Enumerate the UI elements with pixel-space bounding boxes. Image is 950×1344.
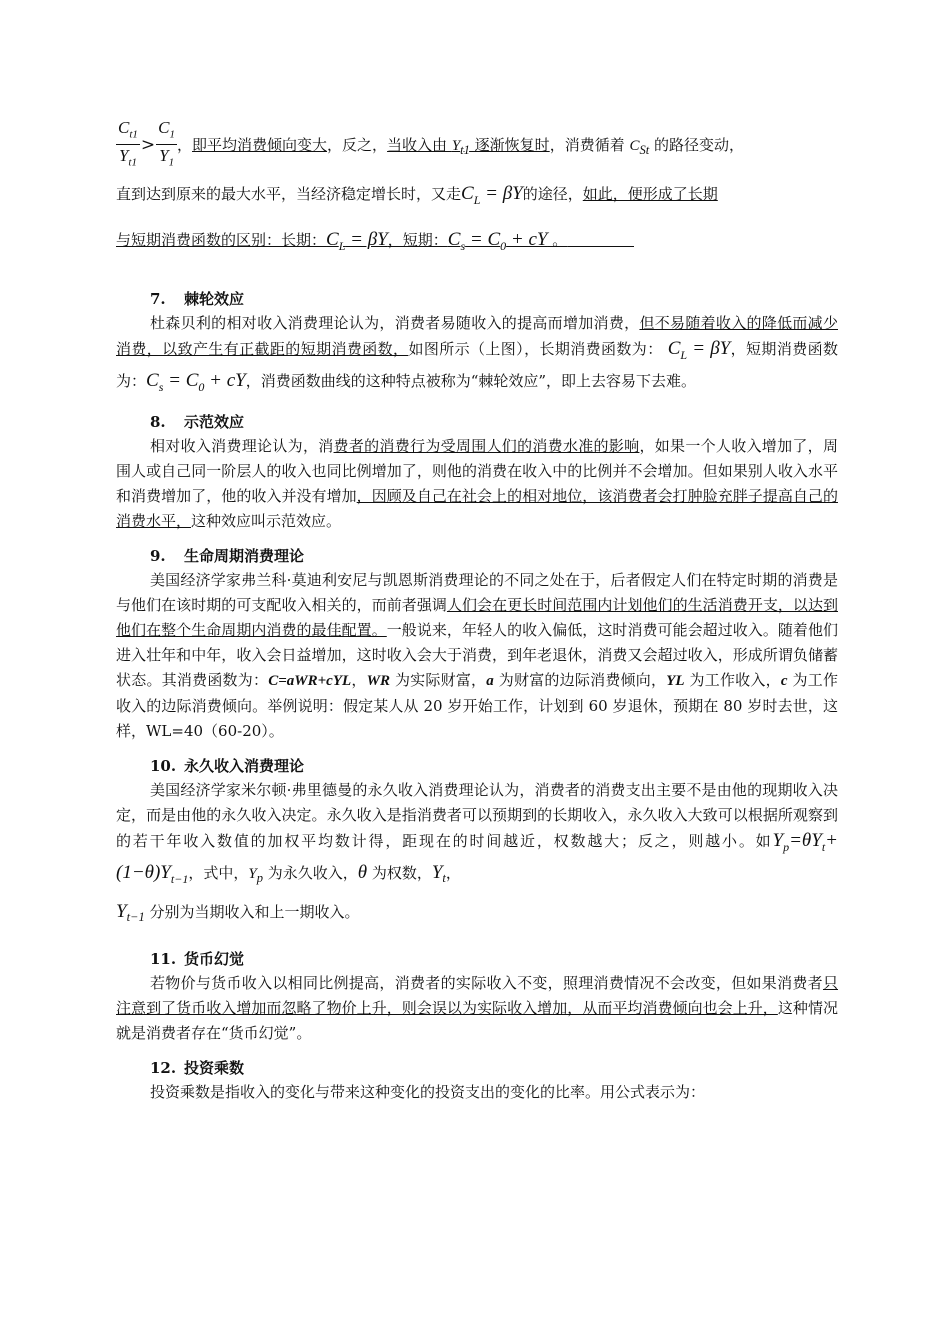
heading-life-cycle-theory: 9. 生命周期消费理论: [150, 546, 305, 565]
fraction-c1-y1: $\frac{C_1}{Y_1}$: [158, 118, 175, 169]
sec10-paragraph-end: $Y_{t-1}$ 分别为当期收入和上一期收入。: [116, 900, 360, 924]
sec6-line3: [116, 220, 838, 266]
sec12-paragraph: 投资乘数是指收入的变化与带来这种变化的投资支出的变化的比率。用公式表示为：: [150, 1082, 706, 1101]
equation-long-run: $C_L = \beta Y$: [326, 228, 388, 253]
heading-permanent-income-theory: 10. 永久收入消费理论: [150, 756, 305, 775]
sec10-paragraph: 美国经济学家米尔顿·弗里德曼的永久收入消费理论认为，消费者的消费支出主要不是由他的现期收入决定，而是由他的永久收入决定。永久收入是指消费者可以预期到的长期收入，永久收入大致可以根据所观察到的若干年收入数值的加权平均数计得，距现在的时间越近，权数越大；反之，则越小。如$Y_p=\theta Y_t+(1-\theta)Y_{t-1}$，式中，$Y_p$ 为永久收入，θ 为权数，$Y_t$，: [116, 780, 838, 886]
sec8-paragraph: 相对收入消费理论认为，消费者的消费行为受周围人们的消费水准的影响，如果一个人收入增加了，周围人或自己同一阶层人的收入也同比例增加了，则他的消费在收入中的比例并不会增加。但如果别人收入水平和消费增加了，他的收入并没有增加，因顾及自己在社会上的相对地位，该消费者会打肿脸充胖子提高自己的消费水平，这种效应叫示范效应。: [116, 436, 838, 530]
heading-ratchet-effect: 7. 棘轮效应: [150, 290, 245, 309]
fraction-ct1-yt1: $\frac{C_{t1}}{Y_{t1}}$: [118, 118, 138, 169]
heading-demonstration-effect: 8. 示范效应: [150, 412, 245, 431]
sec6-line2: 直到达到原来的最大水平，当经济稳定增长时，又走$C_L = \beta Y$的途径，如此，便形成了长期: [116, 182, 718, 207]
sec7-paragraph: 杜森贝利的相对收入消费理论认为，消费者易随收入的提高而增加消费，但不易随着收入的降低而减少消费，以致产生有正截距的短期消费函数，如图所示（上图），长期消费函数为： $C_L = \beta Y$，短期消费函数为：$C_s = C_0$ + cY，消费函数曲线的这种特点被称为“棘轮效应”，即上去容易下去难。: [116, 314, 838, 394]
underlined-text: ，因顾及自己在社会上的相对地位，该消费者会打肿脸充胖子提高自己的消费水平，: [116, 486, 838, 530]
underlined-text: 与短期消费函数的区别：长期：$C_L = \beta Y$，短期：$C_s = C_0$ + cY 。: [116, 228, 568, 253]
equation-long-run: $C_L = \beta Y$: [662, 338, 731, 363]
underlined-text: 只注意到了货币收入增加而忽略了物价上升，则会误以为实际收入增加，从而平均消费倾向也会上升，: [116, 973, 838, 1017]
underlined-text: 如此，便形成了长期: [582, 184, 718, 203]
equation-permanent-income: $Y_p=\theta Y_t+(1-\theta)Y_{t-1}$: [116, 829, 838, 886]
underlined-text: 当收入由 $Y_{t1}$ 逐渐恢复时: [387, 135, 550, 157]
heading-investment-multiplier: 12. 投资乘数: [150, 1058, 245, 1077]
document-content: [116, 118, 838, 1105]
equation-short-run: $C_s = C_0$ + cY: [146, 370, 246, 394]
sec11-paragraph: 若物价与货币收入以相同比例提高，消费者的实际收入不变，照理消费情况不会改变，但如果消费者只注意到了货币收入增加而忽略了物价上升，则会误以为实际收入增加，从而平均消费倾向也会上升，这种情况就是消费者存在“货币幻觉”。: [116, 973, 838, 1042]
underlined-text: 费者的消费行为受周围人们的消费水准的影响: [333, 436, 640, 455]
heading-money-illusion: 11. 货币幻觉: [150, 949, 245, 968]
underlined-text: 即平均消费倾向变大: [192, 135, 328, 154]
equation-long-run: $C_L = \beta Y$: [461, 182, 523, 207]
greater-than-sign: >: [140, 134, 156, 155]
equation-short-run: $C_s = C_0$ + cY: [447, 228, 548, 253]
sec9-paragraph: 美国经济学家弗兰科·莫迪利安尼与凯恩斯消费理论的不同之处在于，后者假定人们在特定时期的消费是与他们在该时期的可支配收入相关的，而前者强调人们会在更长时间范围内计划他们的生活消费开支，以达到他们在整个生命周期内消费的最佳配置。一般说来，年轻人的收入偏低，这时消费可能会超过收入。随着他们进入壮年和中年，收入会日益增加，这时收入会大于消费，到年老退休，消费又会超过收入，形成所谓负储蓄状态。其消费函数为：C=aWR+cYL，WR 为实际财富，a 为财富的边际消费倾向，YL 为工作收入，c 为工作收入的边际消费倾向。举例说明：假定某人从 20 岁开始工作，计划到 60 岁退休，预期在 80 岁时去世，这样，WL=40（60-20）。: [116, 570, 838, 740]
underlined-text: 人们会在更长时间范围内计划他们的生活消费开支，以达到他们在整个生命周期内消费的最佳配置。: [116, 595, 838, 639]
underlined-text: 但不易随着收入的降低而减少消费，以致产生有正截距的短期消费函数，: [116, 314, 838, 359]
sec6-line1: $\frac{C_{t1}}{Y_{t1}}$ > $\frac{C_1}{Y_1}$ ，即平均消费倾向变大，反之，当收入由 $Y_{t1}$ 逐渐恢复时，消费循着 $C_{St}$ 的路径变动，: [116, 118, 838, 174]
